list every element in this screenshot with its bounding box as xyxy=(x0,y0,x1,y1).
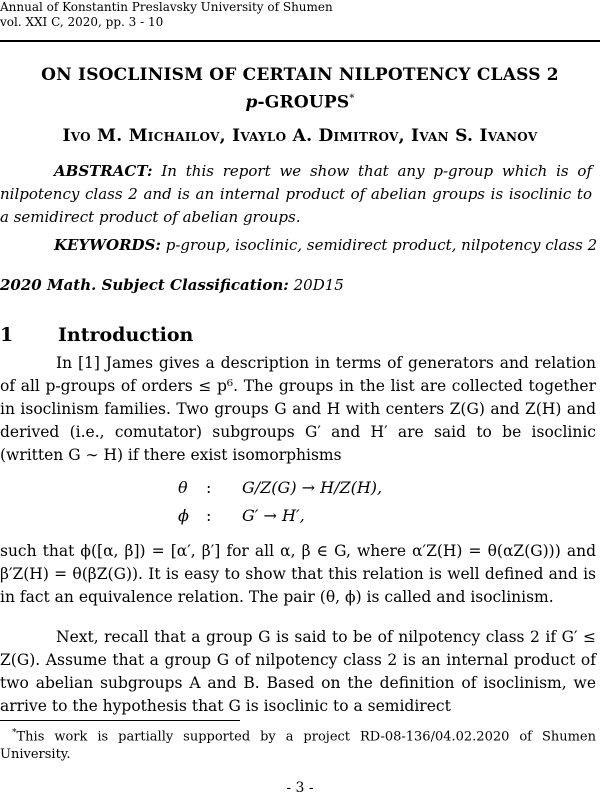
title-groups: -GROUPS xyxy=(257,92,350,113)
paragraph-1-text: In [1] James gives a description in terms of generators and relation of all p-groups of orders ≤ p⁶. The groups in the list are collected together in isoclinism families. Two groups G and H with centers Z(G) and Z(H) and derived (i.e., comutator) subgroups G′ and H′ are said to be isoclinic (written G ∼ H) if there exist isomorphisms xyxy=(0,354,596,464)
abstract-label: ABSTRACT: xyxy=(54,162,153,180)
isomorphism-equations xyxy=(178,474,382,530)
section-heading xyxy=(0,324,193,346)
section-number: 1 xyxy=(0,324,14,346)
journal-header xyxy=(0,0,333,30)
equation-row xyxy=(178,502,382,530)
equation-map: G′ → H′, xyxy=(242,506,305,525)
keywords-label: KEYWORDS: xyxy=(54,236,161,254)
footnote-rule xyxy=(0,720,240,721)
title-line-2 xyxy=(0,87,600,115)
abstract-text: In this report we show that any p-group which is of nilpotency class 2 and is an internal product of abelian groups is isoclinic to a semidirect product of abelian groups. xyxy=(0,162,592,226)
paragraph-1 xyxy=(0,352,596,467)
page-number: - 3 - xyxy=(286,780,314,796)
paragraph-2: such that ϕ([α, β]) = [α′, β′] for all α, β ∈ G, where α′Z(H) = θ(αZ(G))) and β′Z(H) = θ(βZ(G)). It is easy to show that this relation is well defined and is in fact an equivalence relation. The pair (θ, ϕ) is called and isoclinism. xyxy=(0,542,596,606)
paragraph-3-text: Next, recall that a group G is said to be of nilpotency class 2 if G′ ≤ Z(G). Assume that a group G of nilpotency class 2 is an internal product of two abelian subgroups A and B. Based on the definition of isoclinism, we arrive to the hypothesis that G is isoclinic to a semidirect xyxy=(0,628,596,715)
msc-code: 20D15 xyxy=(293,276,344,294)
keywords-text: p-group, isoclinic, semidirect product, nilpotency class 2 xyxy=(165,236,598,254)
abstract xyxy=(0,160,592,229)
section-title: Introduction xyxy=(58,324,194,346)
equation-row xyxy=(178,474,382,502)
equation-map: G/Z(G) → H/Z(H), xyxy=(242,478,383,497)
authors: Ivo M. Michailov, Ivaylo A. Dimitrov, Ivan S. Ivanov xyxy=(62,126,538,146)
title-p: p xyxy=(245,92,258,113)
header-rule xyxy=(0,40,600,42)
keywords xyxy=(54,236,597,254)
journal-name: Annual of Konstantin Preslavsky University of Shumen xyxy=(0,0,333,14)
footnote-mark: * xyxy=(12,728,17,738)
equation-symbol: θ xyxy=(178,478,188,497)
subject-classification xyxy=(0,276,344,294)
equation-symbol: ϕ xyxy=(178,506,189,525)
journal-volume: vol. XXI C, 2020, pp. 3 - 10 xyxy=(0,15,164,29)
title-line-1: ON ISOCLINISM OF CERTAIN NILPOTENCY CLASS 2 xyxy=(41,65,559,85)
paper-title xyxy=(0,64,600,115)
title-footnote-mark: * xyxy=(349,93,355,104)
paragraph-3 xyxy=(0,626,596,718)
footnote xyxy=(0,724,596,764)
footnote-text: This work is partially supported by a project RD-08-136/04.02.2020 of Shumen University. xyxy=(0,729,596,763)
equation-colon: : xyxy=(206,506,212,525)
equation-colon: : xyxy=(206,478,212,497)
msc-label: 2020 Math. Subject Classification: xyxy=(0,276,289,294)
